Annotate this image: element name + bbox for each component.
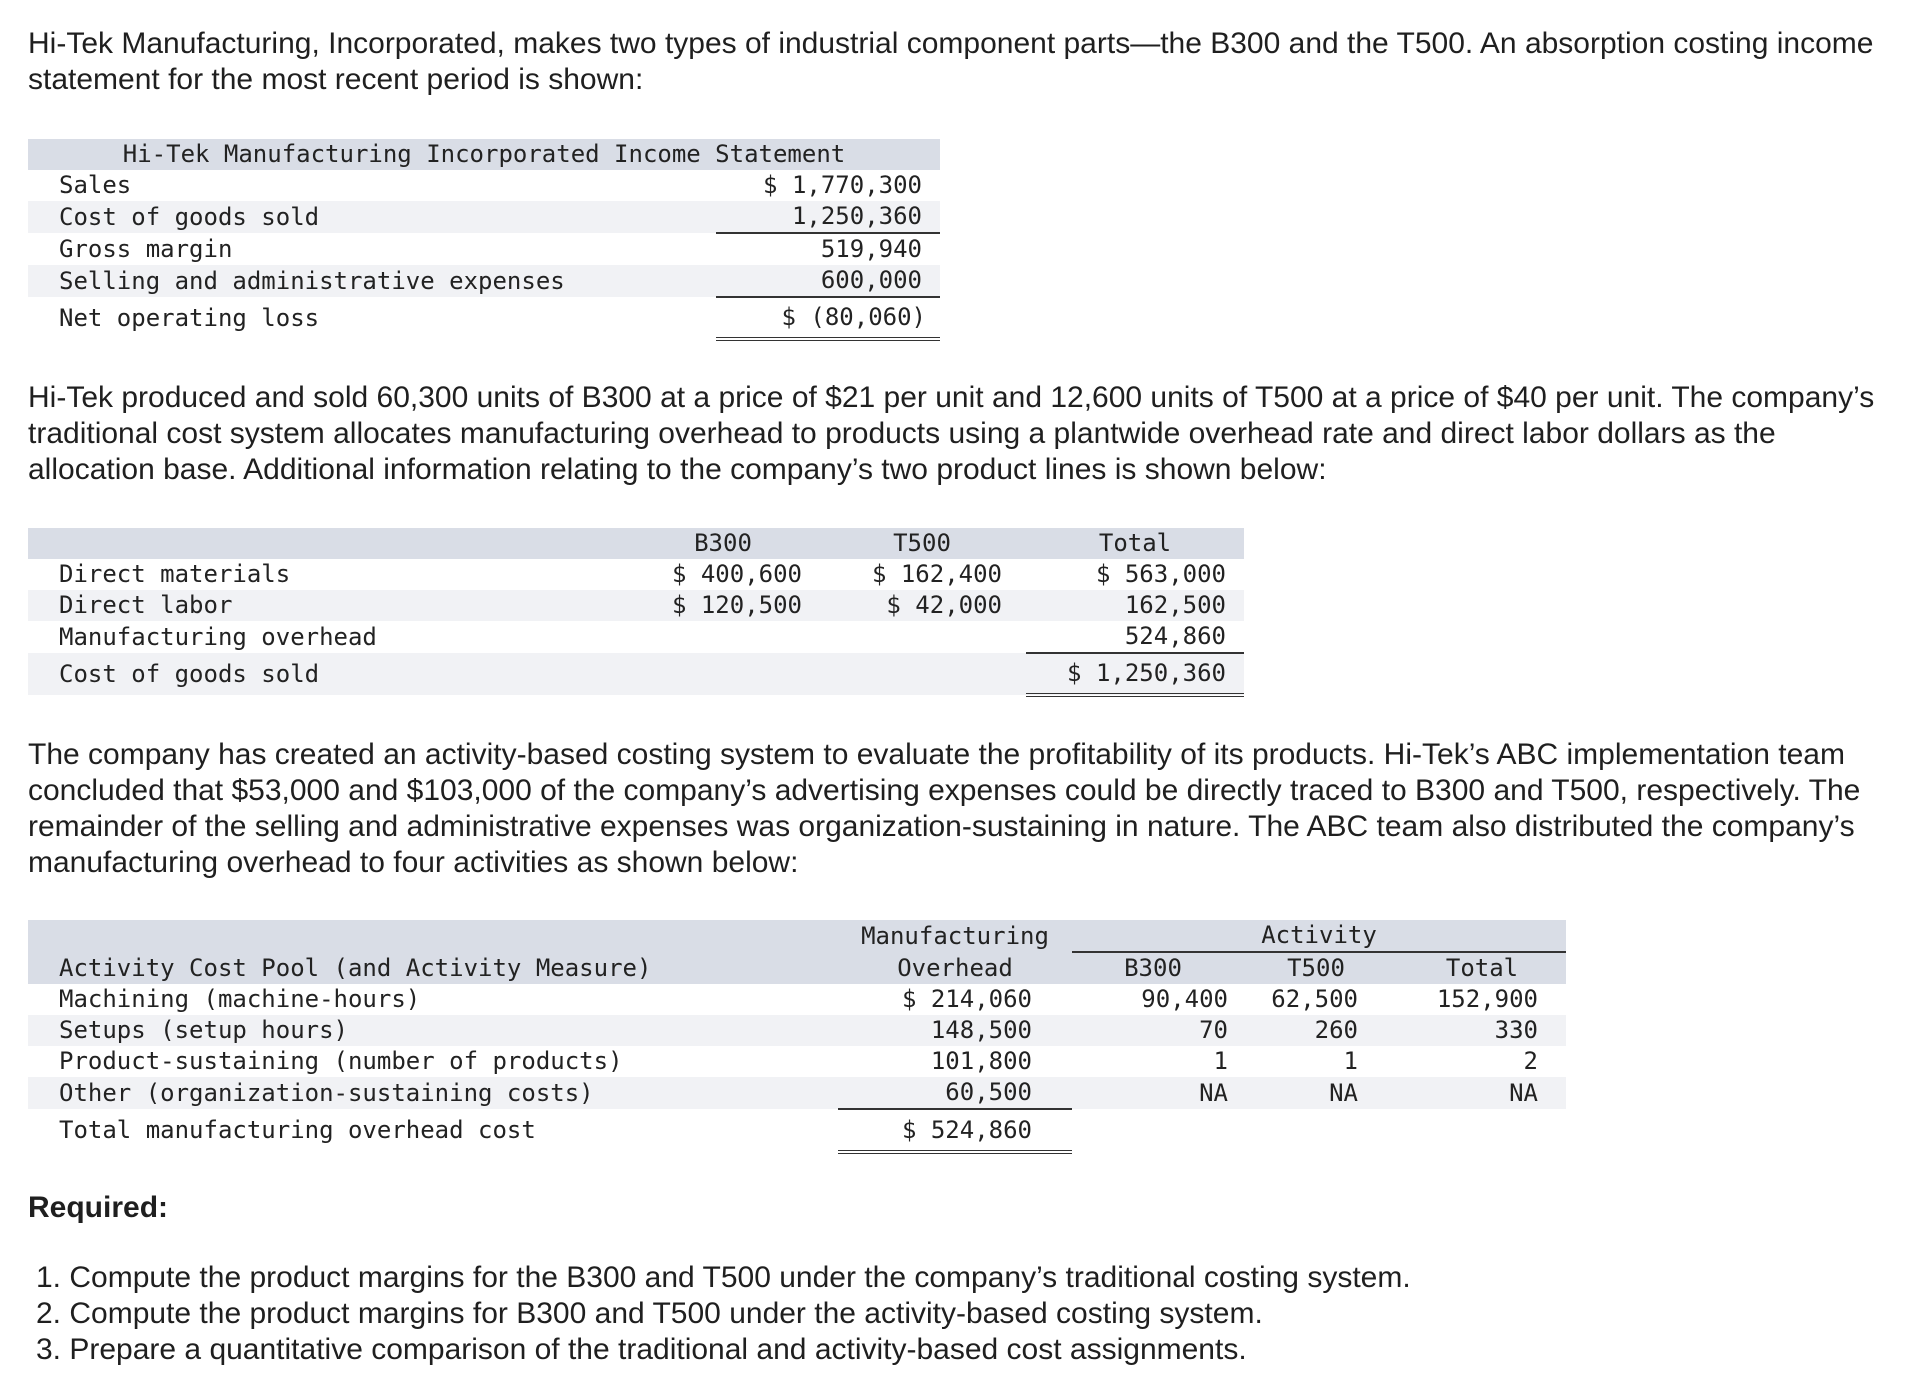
header-total: Total xyxy=(1445,954,1519,982)
required-list xyxy=(36,1260,1896,1368)
cell-total: 330 xyxy=(1494,1016,1538,1044)
cell-blank xyxy=(1398,1109,1566,1152)
table-row xyxy=(28,201,940,233)
row-label: Machining (machine-hours) xyxy=(59,985,421,1013)
header-total: Total xyxy=(1098,529,1172,557)
row-label: Setups (setup hours) xyxy=(59,1016,348,1044)
row-label: Gross margin xyxy=(59,234,233,263)
activity-table xyxy=(28,920,1566,1154)
header-t500: T500 xyxy=(893,529,951,557)
header-blank xyxy=(28,920,838,952)
cell-t500 xyxy=(818,621,1026,653)
row-value: 1,250,360 xyxy=(716,201,940,233)
row-label: Direct labor xyxy=(59,591,233,619)
cell-t500: 62,500 xyxy=(1271,985,1358,1013)
cell-overhead-total: $ 524,860 xyxy=(838,1109,1072,1152)
header-overhead-line2: Overhead xyxy=(897,953,1013,982)
row-label: Selling and administrative expenses xyxy=(59,266,565,295)
required-heading: Required: xyxy=(28,1191,169,1224)
cell-total: NA xyxy=(1509,1078,1538,1107)
row-label: Product-sustaining (number of products) xyxy=(59,1047,623,1075)
row-label: Manufacturing overhead xyxy=(59,622,377,651)
table-row xyxy=(28,1046,1566,1077)
row-label: Cost of goods sold xyxy=(59,202,320,231)
cell-b300: 70 xyxy=(1199,1016,1228,1044)
table-row xyxy=(28,1077,1566,1109)
table-header-row xyxy=(28,952,1566,984)
table-row xyxy=(28,297,940,339)
table-header-row xyxy=(28,920,1566,952)
table-header-row xyxy=(28,528,1244,559)
row-value: $ 1,770,300 xyxy=(763,171,922,199)
row-value: 519,940 xyxy=(820,235,922,263)
cell-total: 524,860 xyxy=(1026,621,1244,653)
row-value: 600,000 xyxy=(716,265,940,297)
cell-b300: NA xyxy=(1199,1078,1228,1107)
cell-total: 162,500 xyxy=(1124,591,1226,619)
list-item: 3. Prepare a quantitative comparison of the traditional and activity-based cost assignments. xyxy=(36,1333,1247,1366)
income-statement-title-row xyxy=(28,139,940,170)
cell-total: 2 xyxy=(1523,1047,1538,1075)
cell-blank xyxy=(1072,1109,1234,1152)
cell-b300: $ 120,500 xyxy=(671,591,802,619)
table-row xyxy=(28,559,1244,590)
cell-b300 xyxy=(628,653,818,695)
header-overhead-line1: Manufacturing xyxy=(861,921,1049,950)
cell-overhead: 148,500 xyxy=(930,1016,1032,1044)
table-row xyxy=(28,233,940,265)
cell-t500: 260 xyxy=(1314,1016,1358,1044)
header-blank xyxy=(28,528,628,559)
cell-overhead: 101,800 xyxy=(930,1047,1032,1075)
header-b300: B300 xyxy=(694,529,752,557)
cell-total: 152,900 xyxy=(1436,985,1538,1013)
header-t500: T500 xyxy=(1287,954,1345,982)
product-info-paragraph: Hi-Tek produced and sold 60,300 units of B300 at a price of $21 per unit and 12,600 units of T500 at a price of $40 per unit. The company’s traditional cost system allocates manufacturing overhead to products using a plantwide overhead rate and direct labor dollars as the allocation base. Additional information relating to the company’s two product lines is shown below: xyxy=(28,381,1875,486)
table-row xyxy=(28,265,940,297)
cell-overhead: 60,500 xyxy=(838,1077,1072,1109)
list-item: 1. Compute the product margins for the B300 and T500 under the company’s traditional costing system. xyxy=(36,1261,1411,1294)
list-item: 2. Compute the product margins for B300 and T500 under the activity-based costing system. xyxy=(36,1297,1263,1330)
cell-t500: $ 162,400 xyxy=(871,560,1002,588)
table-row xyxy=(28,170,940,201)
table-row xyxy=(28,1109,1566,1152)
table-row xyxy=(28,1015,1566,1046)
cell-t500 xyxy=(818,653,1026,695)
table-row xyxy=(28,621,1244,653)
row-label: Net operating loss xyxy=(59,303,320,332)
intro-paragraph: Hi-Tek Manufacturing, Incorporated, makes two types of industrial component parts—the B300 and the T500. An absorption costing income statement for the most recent period is shown: xyxy=(28,27,1874,96)
product-lines-table xyxy=(28,528,1244,697)
cell-total: $ 1,250,360 xyxy=(1026,653,1244,695)
row-label: Sales xyxy=(59,171,132,199)
cell-t500: NA xyxy=(1329,1078,1358,1107)
cell-overhead: $ 214,060 xyxy=(901,985,1032,1013)
cell-b300: 1 xyxy=(1213,1047,1228,1075)
row-label: Total manufacturing overhead cost xyxy=(59,1116,536,1144)
cell-t500: $ 42,000 xyxy=(886,591,1002,619)
table-row xyxy=(28,590,1244,621)
header-b300: B300 xyxy=(1124,954,1182,982)
cell-b300: 90,400 xyxy=(1141,985,1228,1013)
table-row xyxy=(28,653,1244,695)
income-statement-table xyxy=(28,139,940,341)
row-label: Other (organization-sustaining costs) xyxy=(59,1078,594,1107)
cell-b300 xyxy=(628,621,818,653)
row-label: Cost of goods sold xyxy=(59,659,320,688)
cell-blank xyxy=(1234,1109,1398,1152)
row-value: $ (80,060) xyxy=(716,297,940,339)
row-label: Direct materials xyxy=(59,560,291,588)
income-statement-title: Hi-Tek Manufacturing Incorporated Income Statement xyxy=(122,140,846,168)
header-activity-pool: Activity Cost Pool (and Activity Measure) xyxy=(59,953,652,982)
header-activity: Activity xyxy=(1072,920,1566,952)
cell-total: $ 563,000 xyxy=(1095,560,1226,588)
cell-b300: $ 400,600 xyxy=(671,560,802,588)
cell-t500: 1 xyxy=(1343,1047,1358,1075)
table-row xyxy=(28,984,1566,1015)
abc-paragraph: The company has created an activity-based costing system to evaluate the profitability of its products. Hi-Tek’s ABC implementation team concluded that $53,000 and $103,000 of the company’s advertising expenses could be directly traced to B300 and T500, respectively. The remainder of the selling and administrative expenses was organization-sustaining in nature. The ABC team also distributed the company’s manufacturing overhead to four activities as shown below: xyxy=(28,738,1861,879)
